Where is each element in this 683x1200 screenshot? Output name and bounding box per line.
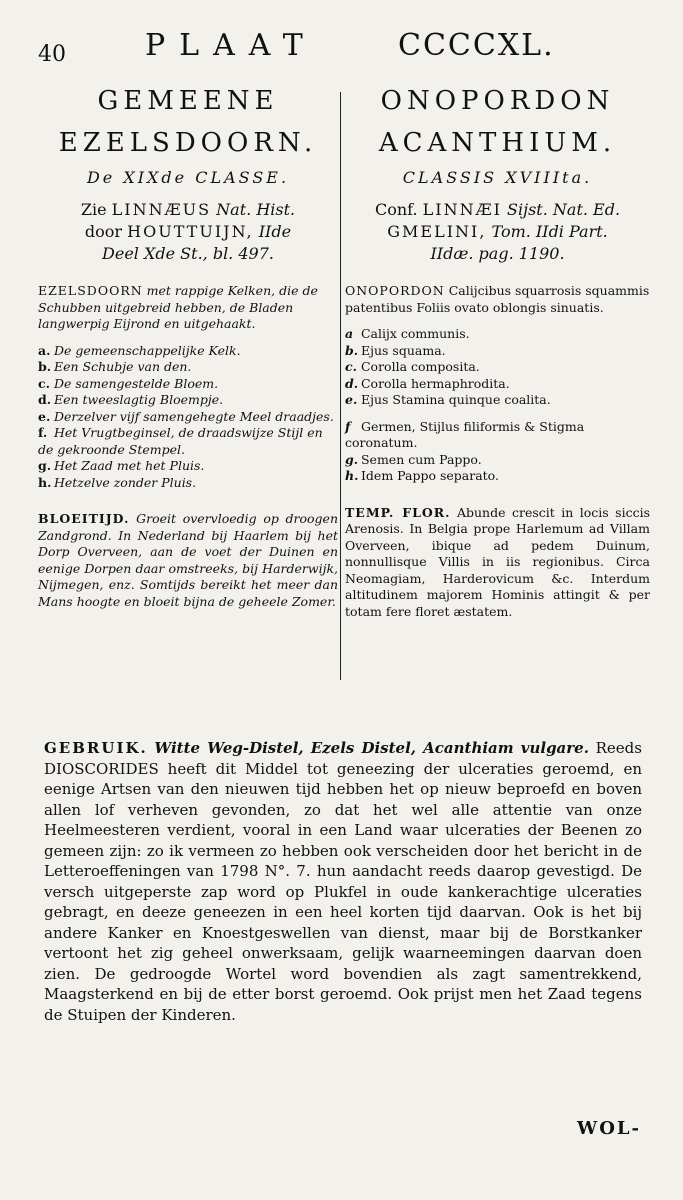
item-text: Calijx communis. — [360, 326, 470, 341]
item-letter: h. — [38, 474, 52, 490]
item-letter: c. — [345, 359, 357, 374]
dutch-item — [38, 425, 338, 458]
ref-door: door — [84, 222, 123, 241]
dutch-item — [38, 409, 338, 426]
latin-item — [345, 452, 650, 469]
dutch-item — [38, 343, 338, 360]
item-text: De gemeenschappelijke Kelk. — [53, 342, 241, 358]
dutch-description — [38, 283, 338, 333]
ref-translator: HOUTTUIJN, — [127, 222, 254, 241]
item-letter: f — [345, 418, 351, 434]
item-text: Corolla composita. — [360, 359, 480, 374]
latin-class: CLASSIS XVIIIta. — [402, 168, 593, 187]
item-letter: d. — [38, 392, 52, 407]
item-letter: e. — [345, 392, 358, 407]
dutch-reference — [38, 199, 338, 265]
item-letter: a — [345, 326, 354, 341]
item-text: Een tweeslagtig Bloempje. — [53, 392, 224, 407]
item-text: Corolla hermaphrodita. — [360, 375, 510, 391]
item-text: Ejus squama. — [360, 342, 446, 358]
ref-volume: Deel Xde St., bl. 497. — [102, 244, 274, 263]
latin-legend-head: ONOPORDON — [345, 283, 445, 298]
dutch-title-line2: EZELSDOORN. — [58, 128, 318, 158]
ref-prefix: Zie — [80, 200, 107, 219]
latin-title-line2: ACANTHIUM. — [378, 128, 617, 158]
ref-work: Nat. Hist. — [216, 200, 296, 219]
item-text: Een Schubje van den. — [53, 359, 192, 374]
item-letter: b. — [345, 342, 359, 358]
item-letter: f. — [38, 425, 48, 440]
latin-flowering-text: Abunde crescit in locis siccis Arenosis. In Belgia prope Harlemum ad Villam Overveen, ibique ad pedem Duinum, nonnullisque Villis in iis regionibus. Circa Neomagiam, Harderovicum &c. Interdum altitudinem majorem Hominis attingit & per totam fere floret æstatem. — [345, 504, 650, 619]
usage-paragraph — [44, 738, 642, 1025]
item-letter: c. — [38, 375, 50, 391]
latin-column — [345, 80, 650, 620]
latin-item — [345, 419, 650, 452]
dutch-flowering-head: BLOEITIJD. — [38, 511, 130, 526]
plate-number: CCCCXL. — [398, 28, 555, 63]
item-letter: b. — [38, 359, 52, 374]
latin-description — [345, 283, 650, 316]
latin-item — [345, 376, 650, 393]
dutch-column — [38, 80, 338, 610]
latin-title-line1: ONOPORDON — [380, 86, 615, 116]
column-divider — [340, 92, 341, 680]
item-text: Het Zaad met het Pluis. — [53, 458, 205, 473]
latin-item — [345, 326, 650, 343]
item-text: Idem Pappo separato. — [360, 468, 499, 483]
item-letter: h. — [345, 468, 359, 483]
item-text: De samengestelde Bloem. — [53, 375, 219, 391]
item-text: Germen, Stijlus filiformis & Stigma coronatum. — [345, 418, 585, 450]
dutch-legend-head: EZELSDOORN — [38, 283, 143, 298]
usage-head: GEBRUIK. — [44, 739, 148, 757]
item-text: Hetzelve zonder Pluis. — [53, 474, 197, 490]
item-letter: g. — [38, 458, 52, 473]
dutch-class: De XIXde CLASSE. — [86, 168, 290, 187]
item-text: Het Vrugtbeginsel, de draadswijze Stijl en de gekroonde Stempel. — [38, 425, 323, 457]
dutch-flowering — [38, 511, 338, 610]
ref-part: Tom. IIdi Part. — [491, 222, 608, 241]
ref-author: LINNÆUS — [111, 200, 212, 219]
dutch-item — [38, 475, 338, 492]
dutch-item — [38, 359, 338, 376]
dutch-legend — [38, 283, 338, 491]
item-letter: a. — [38, 342, 51, 358]
ref-prefix: Conf. — [374, 200, 418, 219]
latin-flowering — [345, 505, 650, 621]
latin-reference — [345, 199, 650, 265]
item-letter: d. — [345, 375, 359, 391]
latin-flowering-head: TEMP. FLOR. — [345, 504, 451, 520]
latin-item — [345, 343, 650, 360]
latin-item — [345, 392, 650, 409]
dutch-item — [38, 458, 338, 475]
ref-author: LINNÆI — [422, 200, 502, 219]
usage-text: Reeds DIOSCORIDES heeft dit Middel tot geneezing der ulceraties geroemd, en eenige Artsen van den nieuwen tijd hebben het op nieuw beproefd en boven allen lof verheven gevonden, zo dat het wel alle attentie van onze Heelmeesteren verdient, vooral in een Land waar ulceraties der Beenen zo gemeen zijn: zo ik vermeen zo hebben ook verscheiden door het bericht in de Letteroeffeningen van 1798 N°. 7. hun aandacht reeds daarop gevestigd. De versch uitgeperste zap word op Plukfel in oude kankerachtige ulceraties gebragt, en deeze geneezen in een heel korten tijd daarvan. Ook is het bij andere Kanker en Knoestgeswellen van dienst, maar bij de Borstkanker vertoont het zig geheel onwerksaam, gelijk waarneemingen daarvan doen zien. De gedroogde Wortel word bovendien als zagt samentrekkend, Maagsterkend en bij de etter borst geroemd. Ook prijst men het Zaad tegens de Stuipen der Kinderen. — [44, 739, 642, 1024]
ref-part: IIde — [258, 222, 292, 241]
latin-legend-intro: Calijcibus squarrosis squammis patentibus Foliis ovato oblongis sinuatis. — [345, 283, 650, 315]
item-letter: e. — [38, 408, 51, 424]
plate-label: PLAAT — [145, 28, 317, 63]
dutch-item — [38, 376, 338, 393]
item-letter: g. — [345, 451, 359, 467]
dutch-title-line1: GEMEENE — [97, 86, 279, 116]
dutch-legend-intro: met rappige Kelken, die de Schubben uitgebreid hebben, de Bladen langwerpig Eijrond en uitgehaakt. — [38, 283, 318, 331]
dutch-flowering-text: Groeit overvloedig op droogen Zandgrond. In Nederland bij Haarlem bij het Dorp Overveen, aan de voet der Duinen en eenige Dorpen daar omstreeks, bij Harderwijk, Nijmegen, enz. Somtijds bereikt het meer dan Mans hoogte en bloeit bijna de geheele Zomer. — [38, 511, 338, 609]
ref-work: Sijst. Nat. Ed. — [507, 200, 621, 219]
catchword: WOL- — [577, 1118, 642, 1139]
latin-item — [345, 359, 650, 376]
item-text: Semen cum Pappo. — [360, 451, 482, 467]
ref-editor: GMELINI, — [387, 222, 487, 241]
item-text: Derzelver vijf samengehegte Meel draadjes. — [53, 408, 334, 424]
latin-item — [345, 468, 650, 485]
usage-common-names: Witte Weg-Distel, Ezels Distel, Acanthiam vulgare. — [154, 739, 589, 757]
ref-page: IIdæ. pag. 1190. — [430, 244, 565, 263]
item-text: Ejus Stamina quinque coalita. — [360, 392, 551, 407]
latin-legend — [345, 283, 650, 485]
page-number: 40 — [38, 42, 66, 67]
dutch-item — [38, 392, 338, 409]
